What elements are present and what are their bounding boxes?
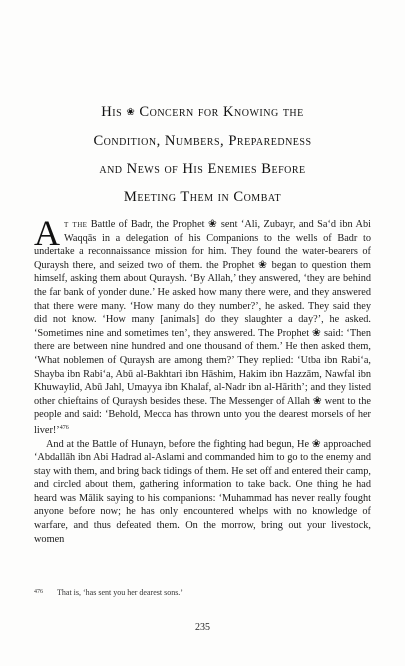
- footnote-marker[interactable]: 476: [59, 424, 69, 431]
- paragraph-1: [34, 213, 371, 438]
- chapter-heading-line-4: Meeting Them in Combat: [123, 189, 282, 205]
- footnote: [34, 587, 371, 598]
- footnote-text: That is, ‘has sent you her dearest sons.’: [57, 588, 183, 597]
- chapter-heading: [20, 98, 385, 211]
- paragraph-1-text: Battle of Badr, the Prophet ❀ sent ‘Ali, Zubayr, and Sa‘d ibn Abi Waqqās in a delegation of his Companions to the wells of Badr to undertake a reconnaissance mission for him. They found the water-bearers of Quraysh there, and seized two of them. the Prophet ❀ began to question them himself, asking them about Quraysh. ‘By Allah,’ they answered, ‘they are behind the far bank of yonder dune.’ He asked how many there were, and they answered that there were many. ‘How many do they number?’, he asked. They said they did not know. ‘How many [animals] do they slaughter a day?’, he asked. ‘Sometimes nine and sometimes ten’, they answered. The Prophet ❀ said: ‘Then there are between nine hundred and one thousand of them.’ He then asked them, ‘What noblemen of Quraysh are among them?’ They replied: ‘Utba ibn Rabi‘a, Shayba ibn Rabi‘a, Abū al-Bakhtari ibn Hāshim, Hakim ibn Hazzām, Nawfal ibn Khuwaylid, Abū Jahl, Umayya ibn Khalaf, al-Nadr ibn al-Hārith’; and they listed other chieftains of Quraysh besides these. The Messenger of Allah ❀ went to the people and said: ‘Behold, Mecca has thrown unto you the dearest morsels of her liver!’: [34, 219, 371, 436]
- chapter-heading-line-1: [20, 98, 385, 127]
- heading-text: Concern for Knowing the: [139, 104, 304, 120]
- honorific-symbol-icon: ❀: [126, 107, 136, 118]
- page-number: 235: [195, 622, 210, 633]
- footnote-number: 476: [34, 589, 43, 595]
- drop-cap: A: [34, 213, 60, 253]
- lead-in-small-caps: t the: [64, 219, 88, 230]
- chapter-heading-line-3: and News of His Enemies Before: [99, 161, 306, 177]
- paragraph-2: And at the Battle of Hunayn, before the fighting had begun, He ❀ approached ‘Abdallāh ibn Abi Hadrad al-Aslami and commanded him to go to the enemy and stay with them, and bring back tidings of them. He set off and entered their camp, and circled about them, gathering information to take back. One thing he had heard was Mālik saying to his companions: ‘Muhammad has never really fought anyone before now; he has only encountered whelps with no knowledge of warfare, and thus defeated them. On the morrow, bring out your livestock, women: [34, 438, 371, 545]
- body-text: [34, 213, 371, 546]
- chapter-heading-line-2: Condition, Numbers, Preparedness: [93, 133, 312, 149]
- heading-word: His: [101, 104, 123, 120]
